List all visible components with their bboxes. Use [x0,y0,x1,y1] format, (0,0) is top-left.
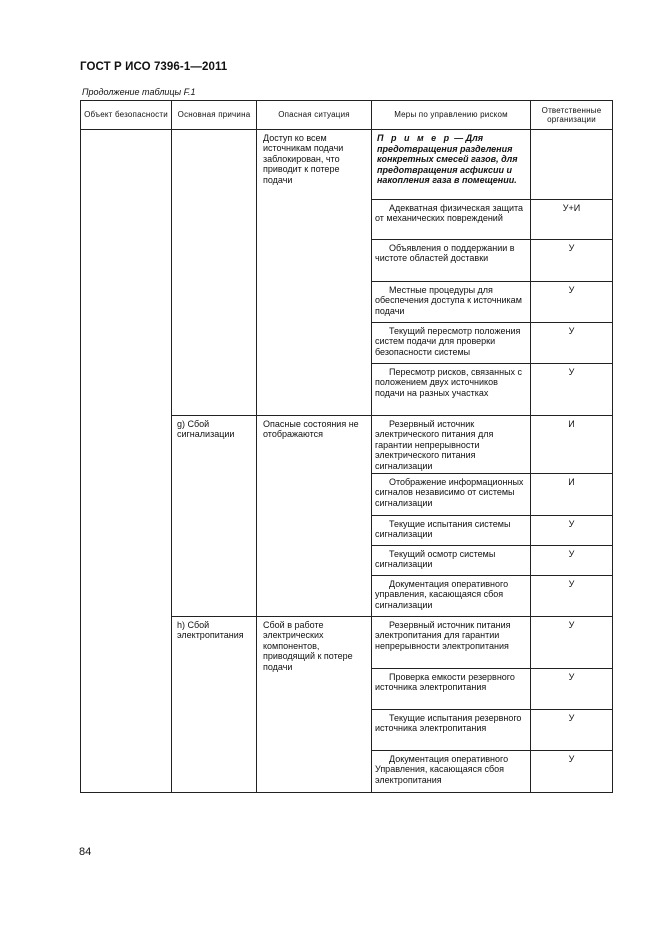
measure-cell: Адекватная физическая защита от механических повреждений [372,200,531,240]
measure-cell: Документация оперативного Управления, касающаяся сбоя электропитания [372,751,531,793]
measure-cell: Отображение информационных сигналов независимо от системы сигнализации [372,474,531,516]
table-row [81,130,613,200]
header-cause: Основная причина [172,101,257,130]
org-cell: У [531,669,613,710]
org-cell [531,130,613,200]
cause-cell-h: h) Сбой электропитания [172,617,257,793]
measure-cell: Местные процедуры для обеспечения доступа к источникам подачи [372,282,531,323]
measure-cell: Текущий пересмотр положения систем подачи для проверки безопасности системы [372,323,531,364]
header-organizations: Ответственные организации [531,101,613,130]
situation-cell-f: Доступ ко всем источникам подачи заблокирован, что приводит к потере подачи [257,130,372,416]
measure-cell: Документация оперативного управления, касающаяся сбоя сигнализации [372,576,531,617]
table-caption: Продолжение таблицы F.1 [82,87,196,97]
situation-cell-g: Опасные состояния не отображаются [257,416,372,617]
header-measures: Меры по управлению риском [372,101,531,130]
org-cell: У [531,710,613,751]
object-cell [81,130,172,793]
org-cell: У [531,282,613,323]
org-cell: У [531,576,613,617]
org-cell: У [531,751,613,793]
table-header-row [81,101,613,130]
example-note [372,130,531,200]
org-cell: У [531,617,613,669]
measure-cell: Резервный источник питания электропитания для гарантии непрерывности электропитания [372,617,531,669]
measure-cell: Резервный источник электрического питания для гарантии непрерывности электрического питания сигнализации [372,416,531,474]
measure-cell: Проверка емкости резервного источника электропитания [372,669,531,710]
measure-cell: Текущие испытания резервного источника электропитания [372,710,531,751]
org-cell: И [531,474,613,516]
org-cell: У [531,364,613,416]
org-cell: У [531,240,613,282]
page-number: 84 [79,846,92,858]
document-title: ГОСТ Р ИСО 7396-1—2011 [80,61,228,73]
cause-cell-f [172,130,257,416]
org-cell: У [531,516,613,546]
measure-cell: Текущий осмотр системы сигнализации [372,546,531,576]
header-situation: Опасная ситуация [257,101,372,130]
org-cell: У [531,323,613,364]
measure-cell: Текущие испытания системы сигнализации [372,516,531,546]
org-cell: У [531,546,613,576]
risk-table [80,100,613,793]
header-object: Объект безопасности [81,101,172,130]
measure-cell: Пересмотр рисков, связанных с положением двух источников подачи на разных участках [372,364,531,416]
org-cell: И [531,416,613,474]
situation-cell-h: Сбой в работе электрических компонентов, приводящий к потере подачи [257,617,372,793]
org-cell: У+И [531,200,613,240]
example-text: — Для предотвращения разделения конкретных смесей газов, для предотвращения асфиксии и накопления газа в помещении. [377,133,518,185]
cause-cell-g: g) Сбой сигнализации [172,416,257,617]
example-label: П р и м е р [377,133,452,143]
measure-cell: Объявления о поддержании в чистоте областей доставки [372,240,531,282]
